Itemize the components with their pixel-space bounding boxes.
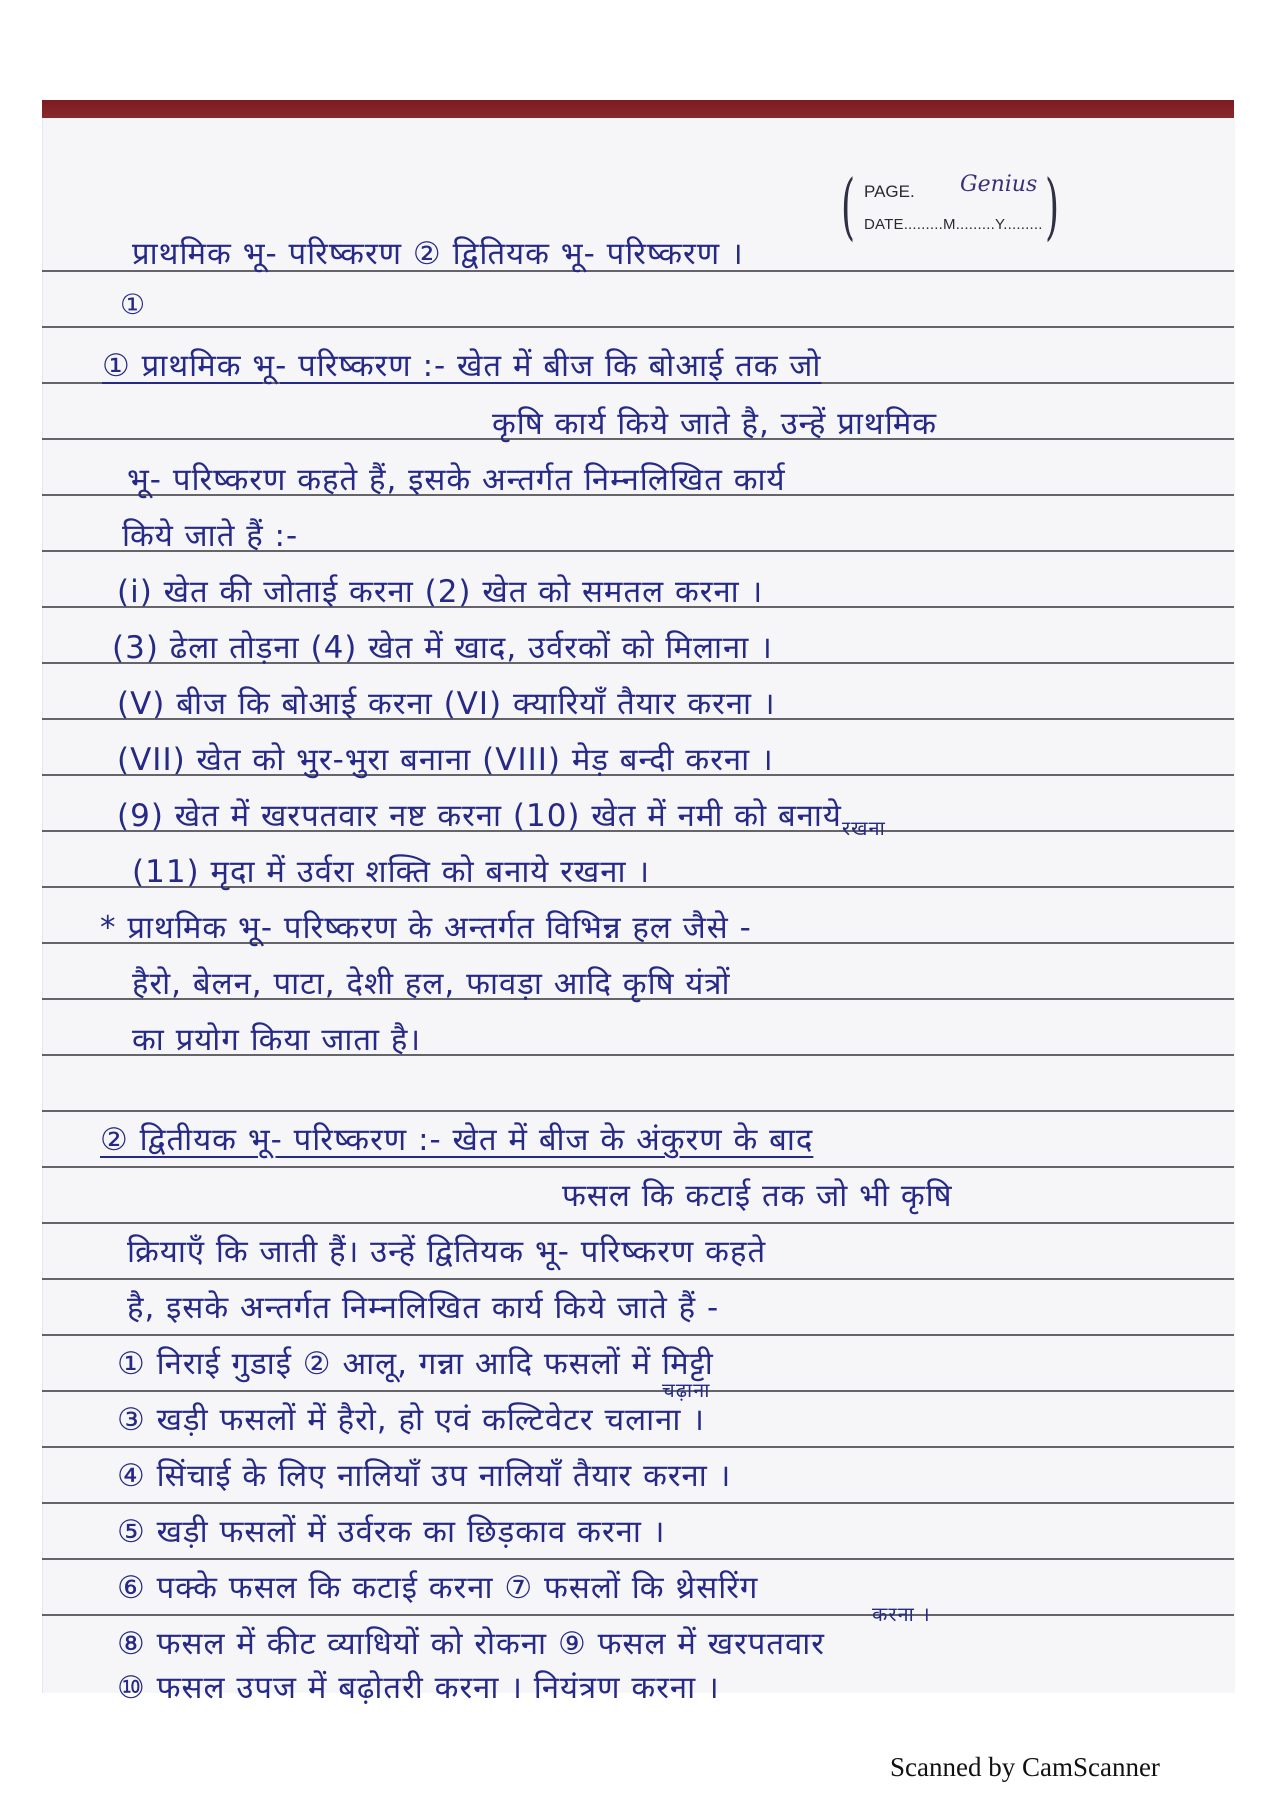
note-line: (9) खेत में खरपतवार नष्ट करना (10) खेत में नमी को बनाये bbox=[117, 798, 842, 834]
note-line-secondary-heading: ② द्वितीयक भू- परिष्करण :- खेत में बीज के अंकुरण के बाद bbox=[100, 1122, 814, 1158]
note-line: ⑧ फसल में कीट व्याधियों को रोकना ⑨ फसल में खरपतवार bbox=[117, 1626, 825, 1662]
note-line: (V) बीज कि बोआई करना (VI) क्यारियाँ तैयार करना । bbox=[117, 686, 776, 722]
note-line: ⑩ फसल उपज में बढ़ोतरी करना । नियंत्रण करना । bbox=[117, 1670, 720, 1706]
note-line: (3) ढेला तोड़ना (4) खेत में खाद, उर्वरकों को मिलाना । bbox=[112, 630, 773, 666]
note-line: (i) खेत की जोताई करना (2) खेत को समतल करना । bbox=[117, 574, 764, 610]
note-line: (VII) खेत को भुर-भुरा बनाना (VIII) मेड़ बन्दी करना । bbox=[117, 742, 774, 778]
note-line-primary-heading: ① प्राथमिक भू- परिष्करण :- खेत में बीज कि बोआई तक जो bbox=[102, 348, 822, 384]
scanner-watermark: Scanned by CamScanner bbox=[890, 1752, 1160, 1782]
note-line: ⑥ पक्के फसल कि कटाई करना ⑦ फसलों कि थ्रेसरिंग bbox=[117, 1570, 759, 1606]
note-line-interlinear: करना । bbox=[872, 1602, 931, 1626]
note-line-number: ① bbox=[120, 288, 147, 321]
note-line: भू- परिष्करण कहते हैं, इसके अन्तर्गत निम्नलिखित कार्य bbox=[127, 462, 786, 498]
note-line-interlinear: रखना bbox=[842, 816, 886, 840]
brand-logo-text: Genius bbox=[960, 172, 1038, 197]
note-line: फसल कि कटाई तक जो भी कृषि bbox=[562, 1178, 953, 1214]
note-line: हैरो, बेलन, पाटा, देशी हल, फावड़ा आदि कृषि यंत्रों bbox=[132, 966, 731, 1002]
bracket-right: ) bbox=[1045, 164, 1060, 248]
note-line: * प्राथमिक भू- परिष्करण के अन्तर्गत विभिन्न हल जैसे - bbox=[100, 910, 752, 946]
note-line: है, इसके अन्तर्गत निम्नलिखित कार्य किये जाते हैं - bbox=[127, 1290, 720, 1326]
note-line: क्रियाएँ कि जाती हैं। उन्हें द्वितियक भू- परिष्करण कहते bbox=[127, 1234, 767, 1270]
page-label: PAGE. bbox=[864, 182, 915, 201]
note-line-interlinear: चढ़ाना bbox=[662, 1378, 711, 1402]
note-line: किये जाते हैं :- bbox=[122, 518, 299, 554]
note-line: ③ खड़ी फसलों में हैरो, हो एवं कल्टिवेटर चलाना । bbox=[117, 1402, 706, 1438]
note-line: ① निराई गुडाई ② आलू, गन्ना आदि फसलों में मिट्टी bbox=[117, 1346, 714, 1382]
note-line: का प्रयोग किया जाता है। bbox=[132, 1022, 422, 1058]
note-line: ④ सिंचाई के लिए नालियाँ उप नालियाँ तैयार करना । bbox=[117, 1458, 732, 1494]
handwritten-notes bbox=[42, 0, 1234, 1706]
bracket-left: ( bbox=[841, 164, 856, 248]
note-line: (11) मृदा में उर्वरा शक्ति को बनाये रखना । bbox=[132, 854, 651, 890]
note-line: कृषि कार्य किये जाते है, उन्हें प्राथमिक bbox=[492, 406, 938, 442]
date-label: DATE.........M.........Y......... bbox=[864, 216, 1043, 233]
note-line-title: प्राथमिक भू- परिष्करण ② द्वितियक भू- परिष्करण । bbox=[132, 236, 744, 272]
note-line: ⑤ खड़ी फसलों में उर्वरक का छिड़काव करना । bbox=[117, 1514, 666, 1550]
